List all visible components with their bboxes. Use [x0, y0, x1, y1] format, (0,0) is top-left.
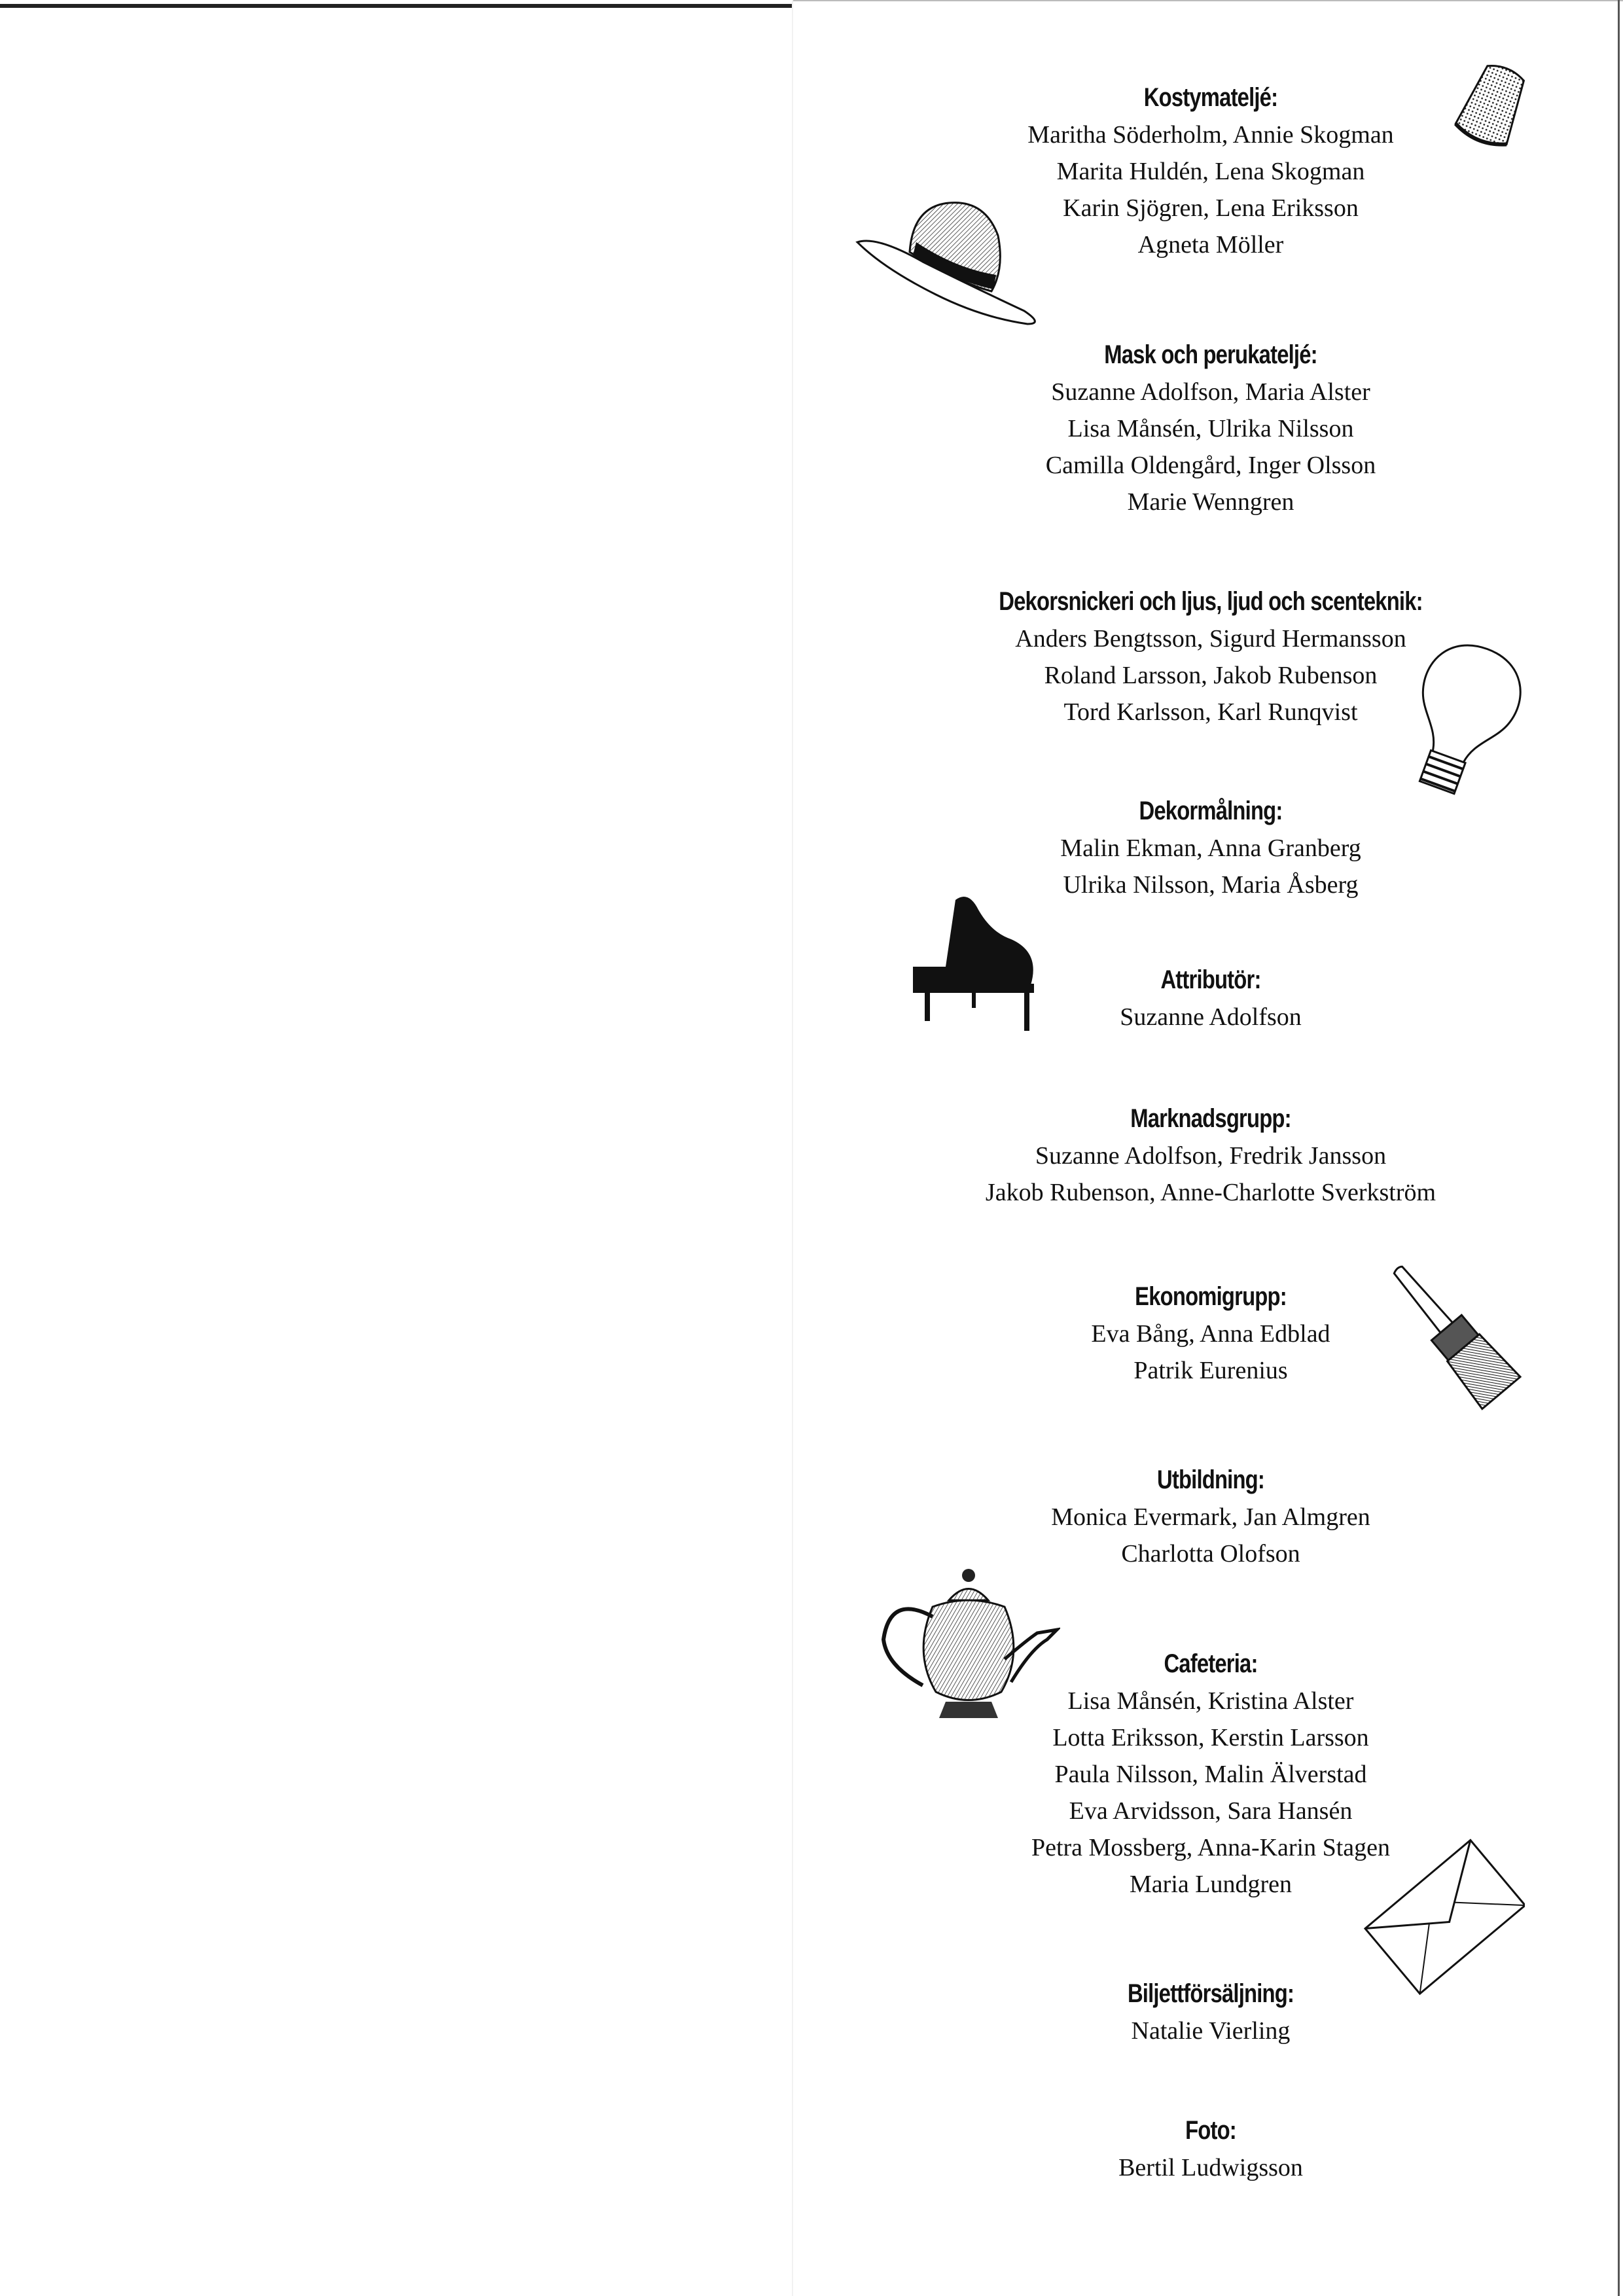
page-fold: [792, 0, 793, 2296]
name-line: Anders Bengtsson, Sigurd Hermansson: [1015, 625, 1406, 653]
name-line: Suzanne Adolfson, Fredrik Jansson: [1035, 1142, 1387, 1170]
name-line: Charlotta Olofson: [1121, 1540, 1300, 1568]
section-heading: Foto:: [1185, 2116, 1236, 2145]
name-line: Marita Huldén, Lena Skogman: [1056, 158, 1365, 185]
teapot-icon: [870, 1568, 1060, 1731]
light-bulb-icon: [1404, 638, 1522, 808]
name-line: Eva Arvidsson, Sara Hansén: [1069, 1797, 1353, 1825]
paintbrush-icon: [1381, 1247, 1525, 1424]
top-border: [0, 4, 792, 8]
name-line: Bertil Ludwigsson: [1118, 2154, 1303, 2181]
section-heading: Dekorsnickeri och ljus, ljud och scenteknik:: [999, 587, 1423, 616]
name-line: Eva Bång, Anna Edblad: [1091, 1320, 1330, 1348]
envelope-icon: [1361, 1833, 1525, 1996]
name-line: Agneta Möller: [1137, 231, 1284, 259]
name-line: Monica Evermark, Jan Almgren: [1051, 1503, 1370, 1531]
name-line: Jakob Rubenson, Anne-Charlotte Sverkström: [985, 1179, 1436, 1206]
thimble-icon: [1446, 58, 1538, 156]
name-line: Tord Karlsson, Karl Runqvist: [1063, 698, 1358, 726]
section-heading: Biljettförsäljning:: [1127, 1979, 1294, 2008]
grand-piano-icon: [906, 893, 1050, 1037]
right-page-edge: [1618, 0, 1620, 2296]
name-line: Camilla Oldengård, Inger Olsson: [1045, 452, 1376, 479]
section-heading: Kostymateljé:: [1143, 83, 1278, 112]
top-border-light: [792, 0, 1623, 1]
name-line: Maria Lundgren: [1130, 1871, 1292, 1898]
section-foto: [877, 2111, 1544, 2186]
section-heading: Ekonomigrupp:: [1135, 1282, 1287, 1311]
name-line: Suzanne Adolfson: [1120, 1003, 1302, 1031]
name-line: Lisa Månsén, Kristina Alster: [1067, 1687, 1354, 1715]
name-line: Petra Mossberg, Anna-Karin Stagen: [1031, 1834, 1391, 1861]
name-line: Paula Nilsson, Malin Älverstad: [1054, 1761, 1367, 1788]
name-line: Suzanne Adolfson, Maria Alster: [1051, 378, 1370, 406]
name-line: Natalie Vierling: [1131, 2017, 1291, 2045]
section-dekormalning: [877, 792, 1544, 903]
hat-icon: [851, 190, 1047, 331]
name-line: Roland Larsson, Jakob Rubenson: [1044, 662, 1378, 689]
section-heading: Cafeteria:: [1164, 1649, 1258, 1678]
section-heading: Marknadsgrupp:: [1130, 1104, 1291, 1133]
section-marknadsgrupp: [877, 1100, 1544, 1211]
name-line: Ulrika Nilsson, Maria Åsberg: [1063, 871, 1359, 899]
section-heading: Dekormålning:: [1139, 797, 1283, 825]
name-line: Maritha Söderholm, Annie Skogman: [1027, 121, 1394, 149]
section-heading: Attributör:: [1160, 965, 1261, 994]
name-line: Karin Sjögren, Lena Eriksson: [1063, 194, 1359, 222]
name-line: Patrik Eurenius: [1133, 1357, 1288, 1384]
name-line: Malin Ekman, Anna Granberg: [1060, 834, 1361, 862]
section-utbildning: [877, 1461, 1544, 1572]
name-line: Lisa Månsén, Ulrika Nilsson: [1067, 415, 1354, 442]
section-heading: Mask och perukateljé:: [1104, 340, 1317, 369]
section-mask-och-perukatelje: [877, 336, 1544, 520]
name-line: Marie Wenngren: [1127, 488, 1294, 516]
section-heading: Utbildning:: [1156, 1465, 1265, 1494]
name-line: Lotta Eriksson, Kerstin Larsson: [1052, 1724, 1369, 1751]
